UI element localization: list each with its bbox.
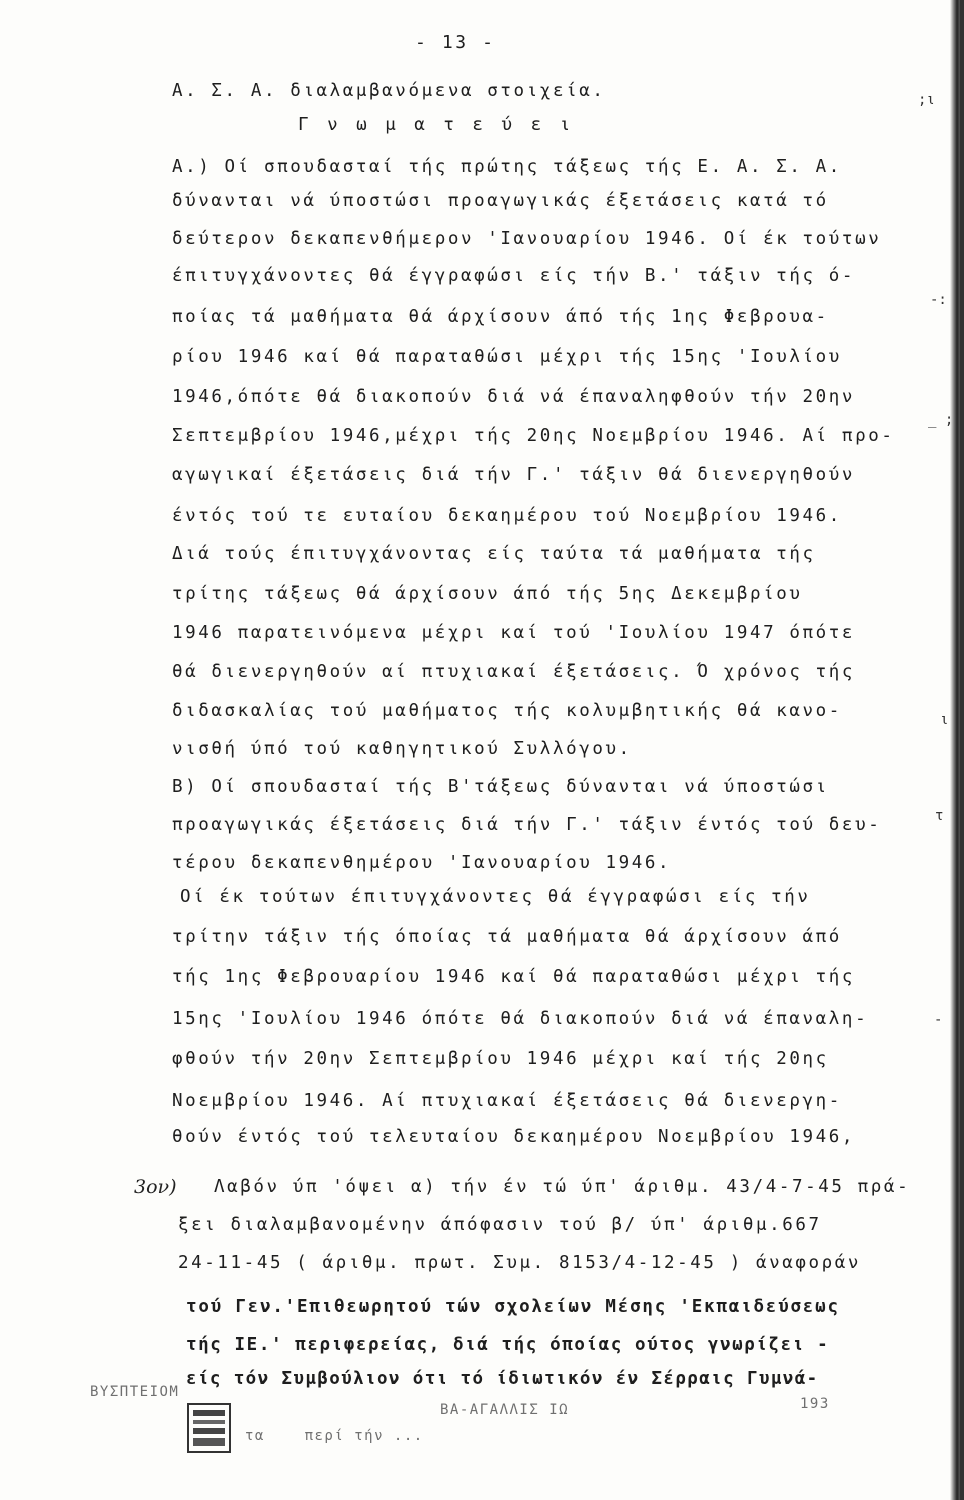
document-heading: Α. Σ. Α. διαλαμβανόμενα στοιχεία. [172,81,606,101]
margin-note-right-b: _ ; [928,412,954,428]
page-number: - 13 - [415,32,496,53]
body-line: ξει διαλαμβανομένην άπόφασιν τού β/ ύπ' άριθμ.667 [178,1215,822,1235]
body-line: Διά τούς έπιτυγχάνοντας είς ταύτα τά μαθήματα τής [172,544,816,564]
body-line: δύνανται νά ύποστώσι προαγωγικάς έξετάσεις κατά τό [172,191,829,211]
body-line: τρίτης τάξεως θά άρχίσουν άπό τής 5ης Δεκεμβρίου [172,584,803,604]
bleed-text-bottom-right: 193 [800,1396,830,1412]
margin-note-mid-right: -: [930,292,947,308]
bleed-text-bottom: ΒΑ-ΑΓΑΛΛΙΣ ΙΩ [440,1402,570,1418]
archive-stamp-icon [186,1402,232,1454]
margin-note-top-right: ;ι [918,92,935,108]
body-line: θούν έντός τού τελευταίου δεκαημέρου Νοεμβρίου 1946, [172,1127,856,1147]
body-line: νισθή ύπό τού καθηγητικού Συλλόγου. [172,739,632,759]
body-line: Λαβόν ύπ 'όψει α) τήν έν τώ ύπ' άριθμ. 43/4-7-45 πρά- [214,1177,911,1197]
body-line: τρίτην τάξιν τής όποίας τά μαθήματα θά άρχίσουν άπό [172,927,842,947]
body-line: έπιτυγχάνοντες θά έγγραφώσι είς τήν Β.' τάξιν τής ό- [172,266,856,286]
body-line: διδασκαλίας τού μαθήματος τής κολυμβητικής θά κανο- [172,701,842,721]
body-line: τής 1ης Φεβρουαρίου 1946 καί θά παραταθώσι μέχρι τής [172,967,856,987]
body-line: έντός τού τε ευταίου δεκαημέρου τού Νοεμβρίου 1946. [172,506,842,526]
margin-note-right-t: τ [935,808,944,824]
body-line: 1946,όπότε θά διακοπούν διά νά έπαναληφθούν τήν 20ην [172,387,856,407]
margin-note-right-dash: - [934,1012,943,1028]
body-line: 1946 παρατεινόμενα μέχρι καί τού 'Ιουλίου 1947 όπότε [172,623,856,643]
body-line: φθούν τήν 20ην Σεπτεμβρίου 1946 μέχρι καί τής 20ης [172,1049,829,1069]
document-subheading: Γ ν ω μ α τ ε ύ ε ι [298,115,575,135]
page-binding-edge [950,0,960,1500]
body-line: Οί έκ τούτων έπιτυγχάνοντες θά έγγραφώσι είς τήν [180,887,811,907]
body-line: τής ΙΕ.' περιφερείας, διά τής όποίας ούτος γνωρίζει - [186,1335,830,1355]
page-binding-shadow [960,0,964,1500]
body-line: Β) Οί σπουδασταί τής Β'τάξεως δύνανται νά ύποστώσι [172,777,829,797]
body-line: θά διενεργηθούν αί πτυχιακαί έξετάσεις. Ό χρόνος τής [172,662,856,682]
body-line: ποίας τά μαθήματα θά άρχίσουν άπό τής 1ης Φεβρουα- [172,307,829,327]
body-line: Σεπτεμβρίου 1946,μέχρι τής 20ης Νοεμβρίου 1946. Αί προ- [172,426,895,446]
body-line: ρίου 1946 καί θά παραταθώσι μέχρι τής 15ης 'Ιουλίου [172,347,842,367]
body-line: προαγωγικάς έξετάσεις διά τήν Γ.' τάξιν έντός τού δευ- [172,815,882,835]
body-line: δεύτερον δεκαπενθήμερον 'Ιανουαρίου 1946. Οί έκ τούτων [172,229,882,249]
margin-note-right-i: ι [940,712,949,728]
bleed-text-very-bottom: τα περί τήν ... [245,1428,424,1444]
body-line: 15ης 'Ιουλίου 1946 όπότε θά διακοπούν διά νά έπαναλη- [172,1009,869,1029]
body-line: τέρου δεκαπενθημέρου 'Ιανουαρίου 1946. [172,853,672,873]
body-line: Α.) Οί σπουδασταί τής πρώτης τάξεως τής Ε. Α. Σ. Α. [172,157,842,177]
body-line: Νοεμβρίου 1946. Αί πτυχιακαί έξετάσεις θά διενεργη- [172,1091,842,1111]
body-line: αγωγικαί έξετάσεις διά τήν Γ.' τάξιν θά διενεργηθούν [172,465,856,485]
body-line: τού Γεν.'Επιθεωρητού τών σχολείων Μέσης 'Εκπαιδεύσεως [186,1297,840,1317]
body-line: 24-11-45 ( άριθμ. πρωτ. Συμ. 8153/4-12-45 ) άναφοράν [178,1253,862,1273]
body-line: είς τόν Συμβούλιον ότι τό ίδιωτικόν έν Σέρραις Γυμνά- [186,1369,819,1389]
section-marker-3: 3ον) [134,1176,177,1198]
bleed-text-left: ΒΥΣΠΤΕΙΟΜ [90,1384,180,1400]
